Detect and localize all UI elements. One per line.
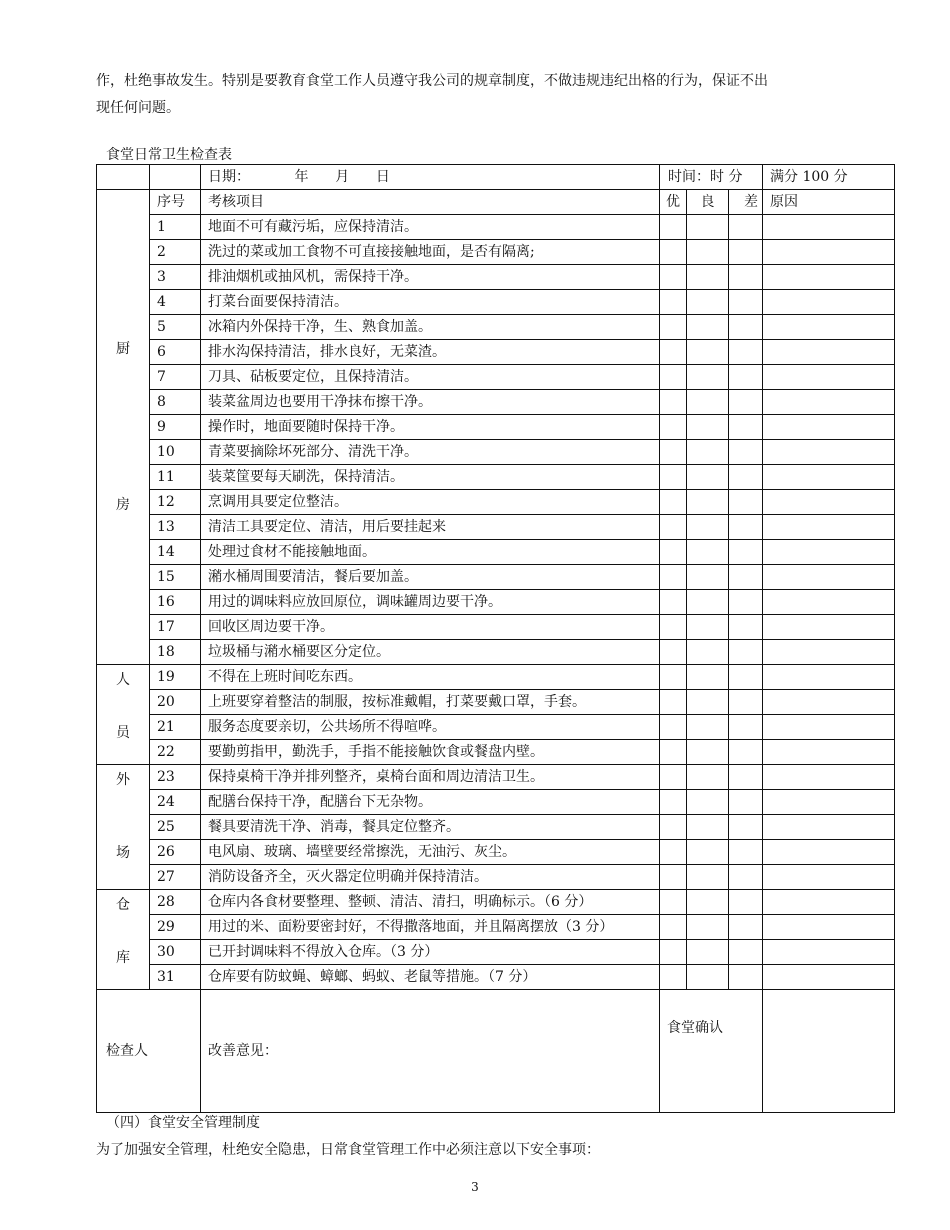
grade-poor-cell[interactable] — [729, 665, 763, 690]
grade-poor-cell[interactable] — [729, 890, 763, 915]
grade-ok-cell[interactable] — [687, 765, 729, 790]
row-item-text: 服务态度要亲切，公共场所不得喧哗。 — [201, 715, 660, 740]
row-number: 30 — [150, 940, 201, 965]
row-number: 23 — [150, 765, 201, 790]
grade-ok-cell[interactable] — [687, 815, 729, 840]
table-row — [97, 765, 895, 790]
confirm-signature-cell[interactable] — [763, 990, 895, 1113]
grade-ok-cell[interactable] — [687, 665, 729, 690]
grade-good-cell[interactable] — [660, 940, 687, 965]
grade-ok-cell[interactable] — [687, 415, 729, 440]
reason-cell[interactable] — [763, 415, 895, 440]
reason-cell[interactable] — [763, 965, 895, 990]
category-kitchen-char-1: 厨 — [116, 341, 130, 357]
header-row-columns — [97, 190, 895, 215]
grade-poor-cell[interactable] — [729, 590, 763, 615]
row-number: 24 — [150, 790, 201, 815]
row-item-text: 潲水桶周围要清洁，餐后要加盖。 — [201, 565, 660, 590]
row-item-text: 垃圾桶与潲水桶要区分定位。 — [201, 640, 660, 665]
grade-ok-cell[interactable] — [687, 965, 729, 990]
grade-poor-cell[interactable] — [729, 490, 763, 515]
row-number: 19 — [150, 665, 201, 690]
row-number: 2 — [150, 240, 201, 265]
category-staff-char-1: 人 — [116, 672, 130, 688]
row-item-text: 青菜要摘除坏死部分、清洗干净。 — [201, 440, 660, 465]
reason-cell[interactable] — [763, 590, 895, 615]
item-header: 考核项目 — [201, 190, 660, 215]
row-item-text: 刀具、砧板要定位，且保持清洁。 — [201, 365, 660, 390]
grade-ok-cell[interactable] — [687, 590, 729, 615]
table-row — [97, 390, 895, 415]
row-item-text: 排油烟机或抽风机，需保持干净。 — [201, 265, 660, 290]
grade-ok-cell[interactable] — [687, 915, 729, 940]
grade-poor-cell[interactable] — [729, 815, 763, 840]
reason-cell[interactable] — [763, 465, 895, 490]
reason-cell[interactable] — [763, 865, 895, 890]
row-number: 18 — [150, 640, 201, 665]
table-row — [97, 465, 895, 490]
row-number: 29 — [150, 915, 201, 940]
reason-cell[interactable] — [763, 515, 895, 540]
table-row — [97, 515, 895, 540]
row-item-text: 要勤剪指甲，勤洗手，手指不能接触饮食或餐盘内壁。 — [201, 740, 660, 765]
table-row — [97, 490, 895, 515]
row-number: 15 — [150, 565, 201, 590]
category-outside-char-1: 外 — [116, 772, 130, 788]
inspector-label: 检查人 — [97, 990, 201, 1113]
grade-ok-cell[interactable] — [687, 690, 729, 715]
grade-ok-cell[interactable] — [687, 390, 729, 415]
row-number: 31 — [150, 965, 201, 990]
table-row — [97, 890, 895, 915]
row-item-text: 烹调用具要定位整洁。 — [201, 490, 660, 515]
category-kitchen — [97, 190, 150, 665]
grade-ok-cell[interactable] — [687, 740, 729, 765]
row-item-text: 电风扇、玻璃、墙壁要经常擦洗，无油污、灰尘。 — [201, 840, 660, 865]
page-number: 3 — [471, 1180, 479, 1194]
grade-good-cell[interactable] — [660, 765, 687, 790]
table-row — [97, 215, 895, 240]
row-item-text: 回收区周边要干净。 — [201, 615, 660, 640]
row-item-text: 配膳台保持干净，配膳台下无杂物。 — [201, 790, 660, 815]
grade-poor-cell[interactable] — [729, 765, 763, 790]
grade-good-cell[interactable] — [660, 715, 687, 740]
reason-cell[interactable] — [763, 640, 895, 665]
table-row — [97, 940, 895, 965]
grade-good-header: 优 — [660, 190, 687, 215]
grade-ok-cell[interactable] — [687, 290, 729, 315]
grade-good-cell[interactable] — [660, 690, 687, 715]
row-number: 27 — [150, 865, 201, 890]
grade-good-cell[interactable] — [660, 515, 687, 540]
grade-ok-cell[interactable] — [687, 540, 729, 565]
reason-cell[interactable] — [763, 665, 895, 690]
grade-good-cell[interactable] — [660, 965, 687, 990]
section-text: 为了加强安全管理，杜绝安全隐患，日常食堂管理工作中必须注意以下安全事项： — [96, 1142, 600, 1158]
category-warehouse-char-2: 库 — [116, 950, 130, 966]
grade-poor-cell[interactable] — [729, 865, 763, 890]
reason-cell[interactable] — [763, 290, 895, 315]
reason-cell[interactable] — [763, 890, 895, 915]
header-row-date — [97, 165, 895, 190]
grade-poor-cell[interactable] — [729, 640, 763, 665]
grade-poor-cell[interactable] — [729, 365, 763, 390]
table-row — [97, 640, 895, 665]
row-number: 6 — [150, 340, 201, 365]
table-row — [97, 665, 895, 690]
category-staff — [97, 665, 150, 765]
table-row — [97, 365, 895, 390]
grade-poor-cell[interactable] — [729, 240, 763, 265]
grade-ok-cell[interactable] — [687, 440, 729, 465]
grade-poor-cell[interactable] — [729, 965, 763, 990]
grade-ok-cell[interactable] — [687, 940, 729, 965]
reason-cell[interactable] — [763, 440, 895, 465]
grade-good-cell[interactable] — [660, 265, 687, 290]
row-item-text: 操作时，地面要随时保持干净。 — [201, 415, 660, 440]
grade-poor-cell[interactable] — [729, 790, 763, 815]
seq-header: 序号 — [150, 190, 201, 215]
reason-header: 原因 — [763, 190, 895, 215]
reason-cell[interactable] — [763, 365, 895, 390]
row-number: 16 — [150, 590, 201, 615]
table-row — [97, 965, 895, 990]
row-number: 22 — [150, 740, 201, 765]
grade-ok-cell[interactable] — [687, 865, 729, 890]
grade-ok-cell[interactable] — [687, 465, 729, 490]
grade-poor-cell[interactable] — [729, 540, 763, 565]
reason-cell[interactable] — [763, 215, 895, 240]
row-number: 4 — [150, 290, 201, 315]
table-row — [97, 240, 895, 265]
grade-poor-cell[interactable] — [729, 940, 763, 965]
grade-good-cell[interactable] — [660, 240, 687, 265]
grade-poor-cell[interactable] — [729, 915, 763, 940]
row-number: 5 — [150, 315, 201, 340]
row-number: 21 — [150, 715, 201, 740]
row-number: 13 — [150, 515, 201, 540]
row-number: 28 — [150, 890, 201, 915]
full-score-label: 满分 100 分 — [763, 165, 895, 190]
row-number: 26 — [150, 840, 201, 865]
reason-cell[interactable] — [763, 565, 895, 590]
row-number: 25 — [150, 815, 201, 840]
grade-good-cell[interactable] — [660, 490, 687, 515]
reason-cell[interactable] — [763, 690, 895, 715]
grade-poor-cell[interactable] — [729, 740, 763, 765]
grade-good-cell[interactable] — [660, 465, 687, 490]
hygiene-check-table — [96, 164, 895, 1113]
grade-poor-cell[interactable] — [729, 840, 763, 865]
table-row — [97, 615, 895, 640]
grade-good-cell[interactable] — [660, 590, 687, 615]
grade-good-cell[interactable] — [660, 540, 687, 565]
grade-poor-cell[interactable] — [729, 690, 763, 715]
reason-cell[interactable] — [763, 765, 895, 790]
grade-ok-cell[interactable] — [687, 490, 729, 515]
row-item-text: 仓库要有防蚊蝇、蟑螂、蚂蚁、老鼠等措施。（7 分） — [201, 965, 660, 990]
grade-good-cell[interactable] — [660, 440, 687, 465]
table-row — [97, 865, 895, 890]
row-item-text: 洗过的菜或加工食物不可直接接触地面，是否有隔离; — [201, 240, 660, 265]
grade-good-cell[interactable] — [660, 815, 687, 840]
grade-ok-cell[interactable] — [687, 515, 729, 540]
intro-line-2: 现任何问题。 — [96, 100, 180, 116]
row-number: 17 — [150, 615, 201, 640]
grade-poor-cell[interactable] — [729, 465, 763, 490]
category-outside — [97, 765, 150, 890]
reason-cell[interactable] — [763, 490, 895, 515]
row-item-text: 冰箱内外保持干净，生、熟食加盖。 — [201, 315, 660, 340]
table-row — [97, 290, 895, 315]
intro-paragraph — [96, 68, 876, 122]
grade-ok-cell[interactable] — [687, 215, 729, 240]
grade-good-cell[interactable] — [660, 615, 687, 640]
grade-poor-cell[interactable] — [729, 290, 763, 315]
grade-poor-cell[interactable] — [729, 515, 763, 540]
grade-good-cell[interactable] — [660, 215, 687, 240]
table-row — [97, 440, 895, 465]
improvement-label: 改善意见： — [201, 990, 660, 1113]
row-item-text: 处理过食材不能接触地面。 — [201, 540, 660, 565]
section-heading: （四）食堂安全管理制度 — [106, 1115, 260, 1131]
table-row — [97, 815, 895, 840]
time-label: 时间：时 分 — [660, 165, 763, 190]
category-outside-char-2: 场 — [116, 845, 130, 861]
row-number: 20 — [150, 690, 201, 715]
grade-ok-cell[interactable] — [687, 315, 729, 340]
table-caption: 食堂日常卫生检查表 — [106, 147, 232, 163]
grade-good-cell[interactable] — [660, 790, 687, 815]
grade-good-cell[interactable] — [660, 290, 687, 315]
row-number: 8 — [150, 390, 201, 415]
row-item-text: 排水沟保持清洁，排水良好，无菜渣。 — [201, 340, 660, 365]
reason-cell[interactable] — [763, 315, 895, 340]
table-row — [97, 540, 895, 565]
header-blank-cell — [150, 165, 201, 190]
row-item-text: 用过的米、面粉要密封好，不得撒落地面，并且隔离摆放（3 分） — [201, 915, 660, 940]
row-number: 10 — [150, 440, 201, 465]
row-number: 14 — [150, 540, 201, 565]
category-warehouse-char-1: 仓 — [116, 897, 130, 913]
reason-cell[interactable] — [763, 340, 895, 365]
row-item-text: 地面不可有藏污垢，应保持清洁。 — [201, 215, 660, 240]
grade-good-cell[interactable] — [660, 390, 687, 415]
grade-good-cell[interactable] — [660, 640, 687, 665]
table-row — [97, 915, 895, 940]
grade-good-cell[interactable] — [660, 415, 687, 440]
grade-poor-cell[interactable] — [729, 440, 763, 465]
table-row — [97, 415, 895, 440]
row-item-text: 保持桌椅干净并排列整齐，桌椅台面和周边清洁卫生。 — [201, 765, 660, 790]
row-item-text: 不得在上班时间吃东西。 — [201, 665, 660, 690]
reason-cell[interactable] — [763, 615, 895, 640]
table-row — [97, 315, 895, 340]
table-row — [97, 790, 895, 815]
grade-poor-cell[interactable] — [729, 215, 763, 240]
row-item-text: 已开封调味料不得放入仓库。（3 分） — [201, 940, 660, 965]
row-item-text: 装菜筐要每天刷洗，保持清洁。 — [201, 465, 660, 490]
grade-poor-header: 差 — [729, 190, 763, 215]
grade-ok-cell[interactable] — [687, 365, 729, 390]
grade-poor-cell[interactable] — [729, 315, 763, 340]
category-staff-char-2: 员 — [116, 725, 130, 741]
grade-ok-header: 良 — [687, 190, 729, 215]
grade-ok-cell[interactable] — [687, 615, 729, 640]
row-item-text: 上班要穿着整洁的制服，按标准戴帽，打菜要戴口罩，手套。 — [201, 690, 660, 715]
reason-cell[interactable] — [763, 790, 895, 815]
row-item-text: 用过的调味料应放回原位，调味罐周边要干净。 — [201, 590, 660, 615]
table-row — [97, 590, 895, 615]
canteen-confirm-label: 食堂确认 — [660, 990, 763, 1113]
table-row — [97, 340, 895, 365]
grade-good-cell[interactable] — [660, 665, 687, 690]
grade-good-cell[interactable] — [660, 740, 687, 765]
intro-line-1: 作，杜绝事故发生。特别是要教育食堂工作人员遵守我公司的规章制度，不做违规违纪出格的行为，保证不出 — [96, 73, 768, 89]
grade-ok-cell[interactable] — [687, 340, 729, 365]
grade-ok-cell[interactable] — [687, 640, 729, 665]
reason-cell[interactable] — [763, 840, 895, 865]
reason-cell[interactable] — [763, 815, 895, 840]
row-number: 3 — [150, 265, 201, 290]
reason-cell[interactable] — [763, 540, 895, 565]
table-row — [97, 840, 895, 865]
row-number: 11 — [150, 465, 201, 490]
grade-ok-cell[interactable] — [687, 715, 729, 740]
category-warehouse — [97, 890, 150, 990]
grade-ok-cell[interactable] — [687, 240, 729, 265]
table-row — [97, 740, 895, 765]
row-number: 7 — [150, 365, 201, 390]
footer-row — [97, 990, 895, 1113]
reason-cell[interactable] — [763, 265, 895, 290]
reason-cell[interactable] — [763, 390, 895, 415]
row-number: 9 — [150, 415, 201, 440]
grade-good-cell[interactable] — [660, 565, 687, 590]
header-blank-cell — [97, 165, 150, 190]
row-item-text: 打菜台面要保持清洁。 — [201, 290, 660, 315]
table-row — [97, 715, 895, 740]
grade-poor-cell[interactable] — [729, 565, 763, 590]
grade-ok-cell[interactable] — [687, 565, 729, 590]
grade-poor-cell[interactable] — [729, 340, 763, 365]
row-item-text: 清洁工具要定位、清洁，用后要挂起来 — [201, 515, 660, 540]
grade-ok-cell[interactable] — [687, 840, 729, 865]
grade-good-cell[interactable] — [660, 865, 687, 890]
row-item-text: 餐具要清洗干净、消毒，餐具定位整齐。 — [201, 815, 660, 840]
reason-cell[interactable] — [763, 915, 895, 940]
grade-good-cell[interactable] — [660, 915, 687, 940]
row-number: 1 — [150, 215, 201, 240]
grade-poor-cell[interactable] — [729, 390, 763, 415]
grade-ok-cell[interactable] — [687, 890, 729, 915]
grade-good-cell[interactable] — [660, 365, 687, 390]
table-row — [97, 565, 895, 590]
reason-cell[interactable] — [763, 240, 895, 265]
row-item-text: 仓库内各食材要整理、整顿、清洁、清扫，明确标示。（6 分） — [201, 890, 660, 915]
grade-good-cell[interactable] — [660, 840, 687, 865]
grade-poor-cell[interactable] — [729, 415, 763, 440]
grade-good-cell[interactable] — [660, 340, 687, 365]
grade-good-cell[interactable] — [660, 315, 687, 340]
grade-good-cell[interactable] — [660, 890, 687, 915]
row-item-text: 装菜盆周边也要用干净抹布擦干净。 — [201, 390, 660, 415]
category-kitchen-char-2: 房 — [116, 497, 130, 513]
reason-cell[interactable] — [763, 740, 895, 765]
grade-poor-cell[interactable] — [729, 715, 763, 740]
row-item-text: 消防设备齐全，灭火器定位明确并保持清洁。 — [201, 865, 660, 890]
grade-poor-cell[interactable] — [729, 265, 763, 290]
grade-ok-cell[interactable] — [687, 265, 729, 290]
row-number: 12 — [150, 490, 201, 515]
reason-cell[interactable] — [763, 715, 895, 740]
reason-cell[interactable] — [763, 940, 895, 965]
date-label: 日期： 年 月 日 — [201, 165, 660, 190]
table-row — [97, 690, 895, 715]
table-row — [97, 265, 895, 290]
grade-ok-cell[interactable] — [687, 790, 729, 815]
grade-poor-cell[interactable] — [729, 615, 763, 640]
